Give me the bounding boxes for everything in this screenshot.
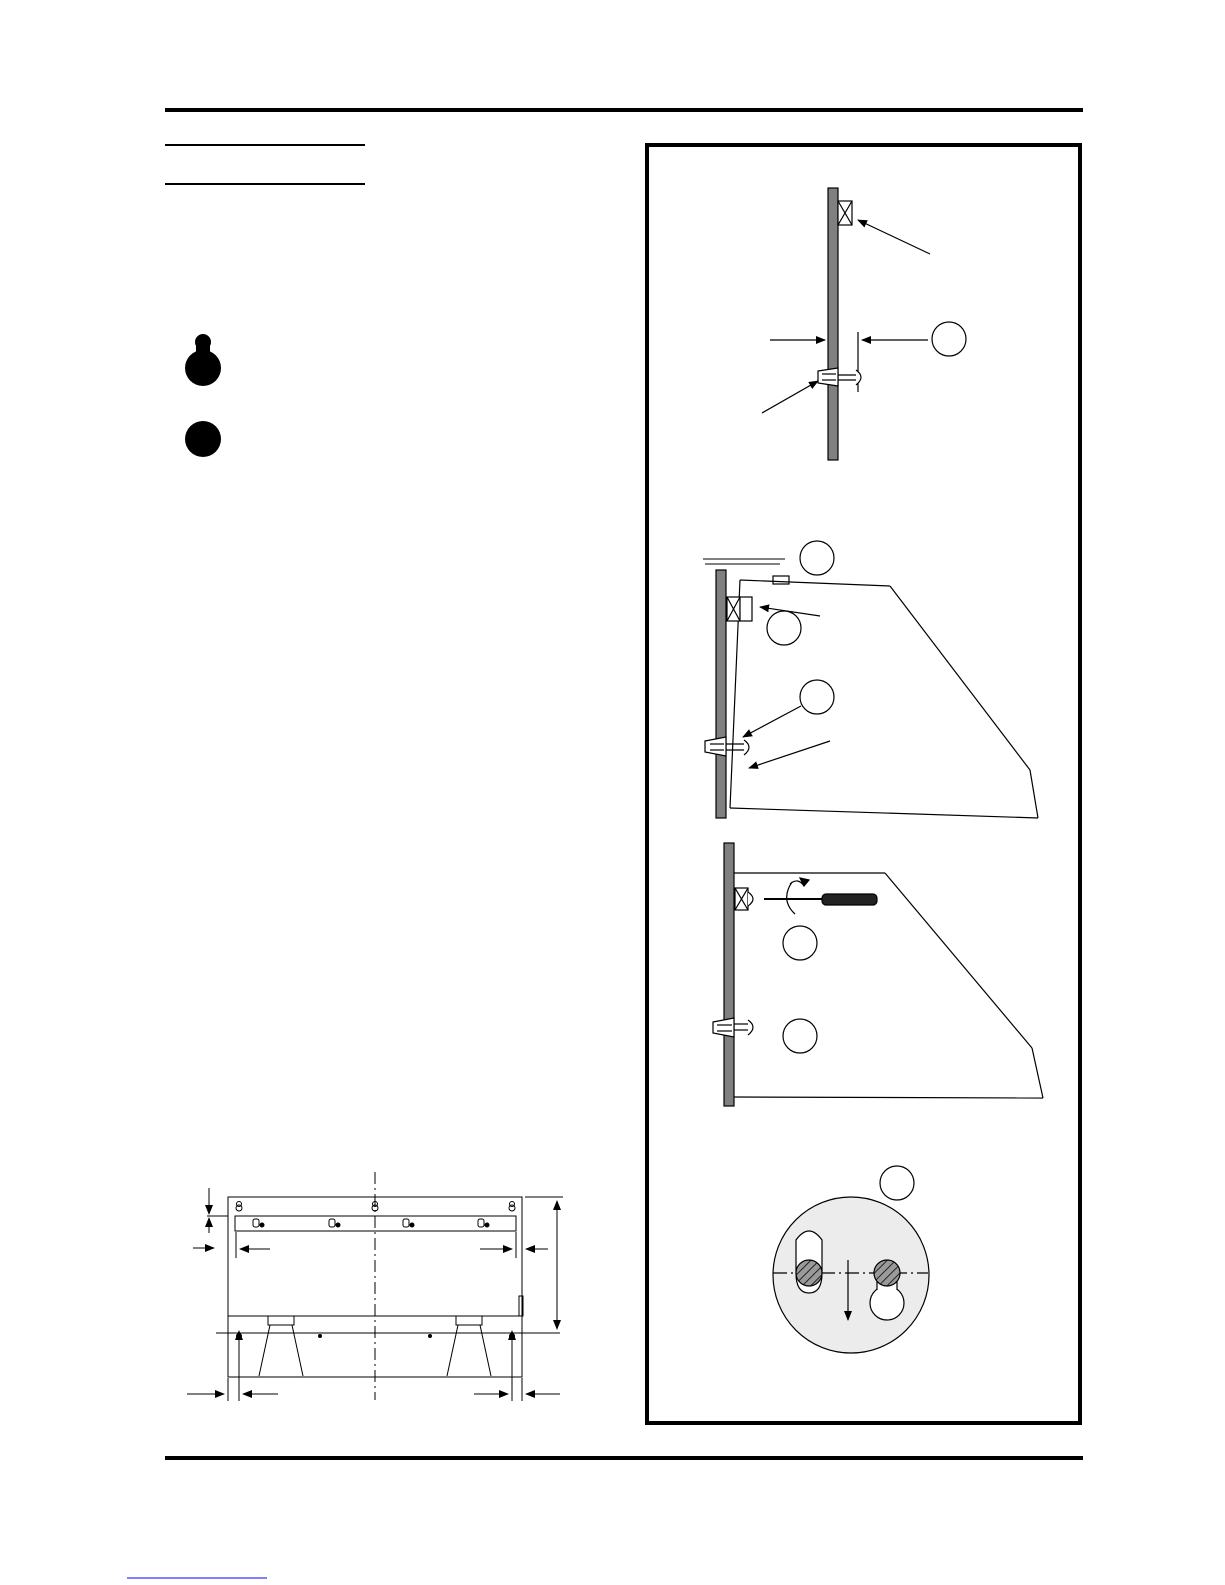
figure-wall-anchor	[762, 188, 966, 460]
figure-hood-hook-on	[703, 541, 1038, 818]
round-hole-icon	[185, 421, 221, 457]
keyhole-slot-icon	[185, 334, 221, 386]
screwdriver-icon	[764, 894, 877, 905]
figure-keyhole-detail	[773, 1166, 929, 1353]
rotation-arrow-icon	[787, 881, 804, 914]
figure-screw-tighten	[713, 843, 1043, 1106]
front-elevation-drawing	[187, 1172, 563, 1401]
